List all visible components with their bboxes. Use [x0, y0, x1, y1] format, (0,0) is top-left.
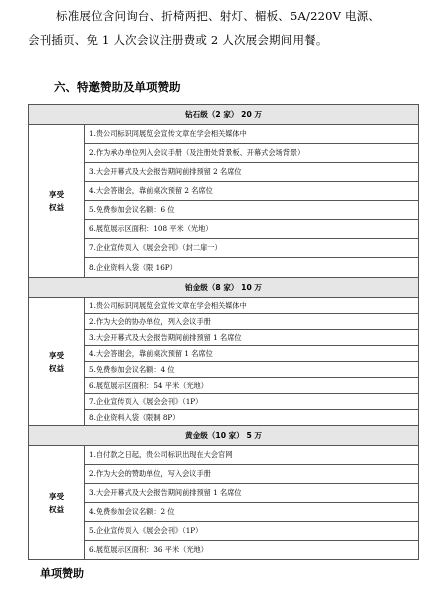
benefit-item: 1.自付款之日起，贵公司标识出现在大会官网 [85, 446, 419, 465]
benefit-item: 8.企业资料入袋（限 16P） [85, 258, 419, 278]
benefit-item: 5.免费参加会议名额：4 位 [85, 362, 419, 378]
sponsorship-table [28, 104, 419, 560]
tier-platinum-header-row [29, 278, 419, 298]
table-row [29, 220, 419, 239]
benefit-item: 4.大会答谢会，靠前桌次预留 1 名席位 [85, 346, 419, 362]
table-row [29, 298, 419, 314]
tier-diamond-benefits-label [29, 125, 85, 278]
benefits-label-line-1: 享受 [48, 491, 65, 501]
benefit-item: 3.大会开幕式及大会报告期间前排预留 1 名席位 [85, 484, 419, 503]
table-row [29, 465, 419, 484]
tier-diamond-header-row [29, 105, 419, 125]
table-row [29, 314, 419, 330]
benefit-item: 1.贵公司标识同展览会宣传文章在学会相关媒体中 [85, 125, 419, 144]
benefits-label-line-1: 享受 [48, 190, 65, 199]
benefit-item: 6.展览展示区面积：36 平米（光地） [85, 541, 419, 560]
table-row [29, 239, 419, 258]
benefits-label-line-1: 享受 [48, 350, 65, 360]
benefit-item: 8.企业资料入袋（限制 8P） [85, 410, 419, 426]
table-row [29, 378, 419, 394]
benefit-item: 2.作为大会的协办单位，列入会议手册 [85, 314, 419, 330]
table-row [29, 410, 419, 426]
table-row [29, 541, 419, 560]
benefit-item: 6.展览展示区面积：54 平米（光地） [85, 378, 419, 394]
sponsorship-table-body [29, 105, 419, 560]
benefits-label-line-2: 权益 [48, 504, 65, 514]
table-row [29, 182, 419, 201]
tier-platinum-benefits-label [29, 298, 85, 426]
table-row [29, 201, 419, 220]
table-row [29, 446, 419, 465]
table-row [29, 125, 419, 144]
section-title: 六、特邀赞助及单项赞助 [54, 80, 181, 94]
tier-gold-title: 黄金级（10 家） 5 万 [29, 426, 419, 446]
table-row [29, 484, 419, 503]
benefit-item: 3.大会开幕式及大会报告期间前排预留 2 名席位 [85, 163, 419, 182]
intro-line-1: 标准展位含问询台、折椅两把、射灯、楣板、5A/220V 电源、 [56, 9, 381, 23]
benefit-item: 1.贵公司标识同展览会宣传文章在学会相关媒体中 [85, 298, 419, 314]
benefit-item: 2.作为承办单位列入会议手册（及注册处背景板、开幕式会场背景） [85, 144, 419, 163]
table-row [29, 258, 419, 278]
single-item-sponsorship-heading: 单项赞助 [40, 567, 84, 580]
tier-platinum-title: 铂金级（8 家） 10 万 [29, 278, 419, 298]
table-row [29, 394, 419, 410]
benefit-item: 5.企业宣传页入《展会会刊》（1P） [85, 522, 419, 541]
intro-line-2: 会刊插页、免 1 人次会议注册费或 2 人次展会期间用餐。 [28, 33, 328, 47]
benefit-item: 7.企业宣传页入《展会会刊》（封二扉一） [85, 239, 419, 258]
benefit-item: 4.大会答谢会，靠前桌次预留 2 名席位 [85, 182, 419, 201]
benefit-item: 5.免费参加会议名额：6 位 [85, 201, 419, 220]
table-row [29, 503, 419, 522]
benefits-label-line-2: 权益 [48, 203, 65, 212]
benefit-item: 2.作为大会的赞助单位，写入会议手册 [85, 465, 419, 484]
tier-diamond-title: 钻石级（2 家） 20 万 [29, 105, 419, 125]
tier-gold-header-row [29, 426, 419, 446]
table-row [29, 346, 419, 362]
table-row [29, 330, 419, 346]
table-row [29, 362, 419, 378]
tier-gold-benefits-label [29, 446, 85, 560]
benefits-label-line-2: 权益 [48, 363, 65, 373]
intro-paragraph [28, 4, 418, 52]
benefit-item: 7.企业宣传页入《展会会刊》（1P） [85, 394, 419, 410]
benefit-item: 4.免费参加会议名额：2 位 [85, 503, 419, 522]
benefit-item: 3.大会开幕式及大会报告期间前排预留 1 名席位 [85, 330, 419, 346]
table-row [29, 163, 419, 182]
table-row [29, 522, 419, 541]
table-row [29, 144, 419, 163]
benefit-item: 6.展览展示区面积：108 平米（光地） [85, 220, 419, 239]
